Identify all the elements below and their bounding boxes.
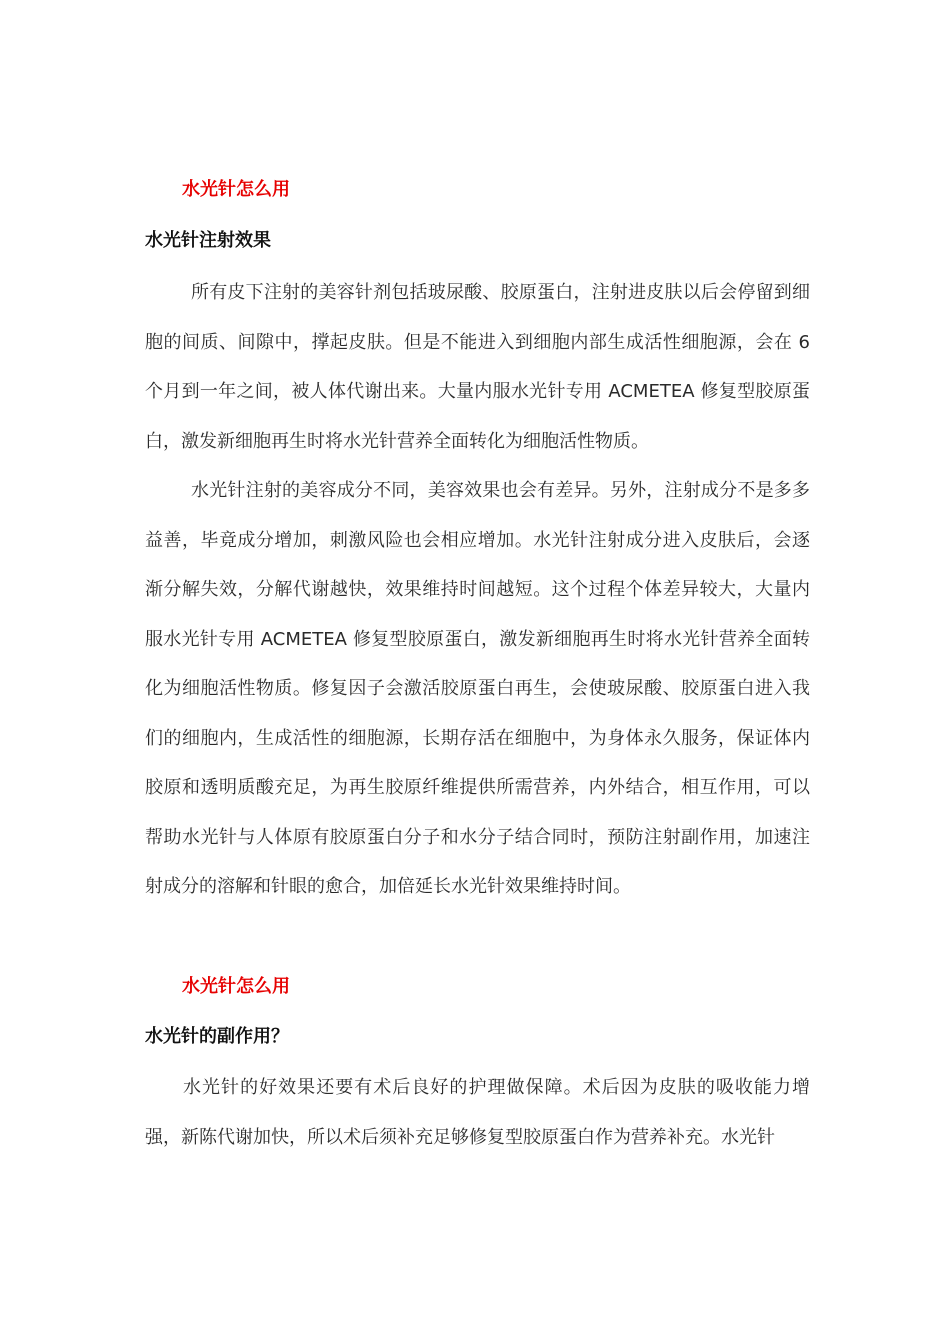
- paragraph: 水光针注射的美容成分不同，美容效果也会有差异。另外，注射成分不是多多益善，毕竟成分增加，刺激风险也会相应增加。水光针注射成分进入皮肤后，会逐渐分解失效，分解代谢越快，效果维持时间越短。这个过程个体差异较大，大量内服水光针专用 ACMETEA 修复型胶原蛋白，激发新细胞再生时将水光针营养全面转化为细胞活性物质。修复因子会激活胶原蛋白再生，会使玻尿酸、胶原蛋白进入我们的细胞内，生成活性的细胞源，长期存活在细胞中，为身体永久服务，保证体内胶原和透明质酸充足，为再生胶原纤维提供所需营养，内外结合，相互作用，可以帮助水光针与人体原有胶原蛋白分子和水分子结合同时，预防注射副作用，加速注射成分的溶解和针眼的愈合，加倍延长水光针效果维持时间。: [145, 480, 810, 897]
- paragraph: 所有皮下注射的美容针剂包括玻尿酸、胶原蛋白，注射进皮肤以后会停留到细胞的间质、间隙中，撑起皮肤。但是不能进入到细胞内部生成活性细胞源，会在 6 个月到一年之间，被人体代谢出来。大量内服水光针专用 ACMETEA 修复型胶原蛋白，激发新细胞再生时将水光针营养全面转化为细胞活性物质。: [145, 282, 810, 452]
- section-heading-red: 水光针怎么用: [182, 976, 290, 997]
- section-subheading: 水光针的副作用？: [145, 1026, 289, 1047]
- section-heading-red: 水光针怎么用: [182, 179, 290, 200]
- section-subheading: 水光针注射效果: [145, 230, 271, 251]
- paragraph: 水光针的好效果还要有术后良好的护理做保障。术后因为皮肤的吸收能力增强，新陈代谢加快，所以术后须补充足够修复型胶原蛋白作为营养补充。水光针: [145, 1077, 810, 1148]
